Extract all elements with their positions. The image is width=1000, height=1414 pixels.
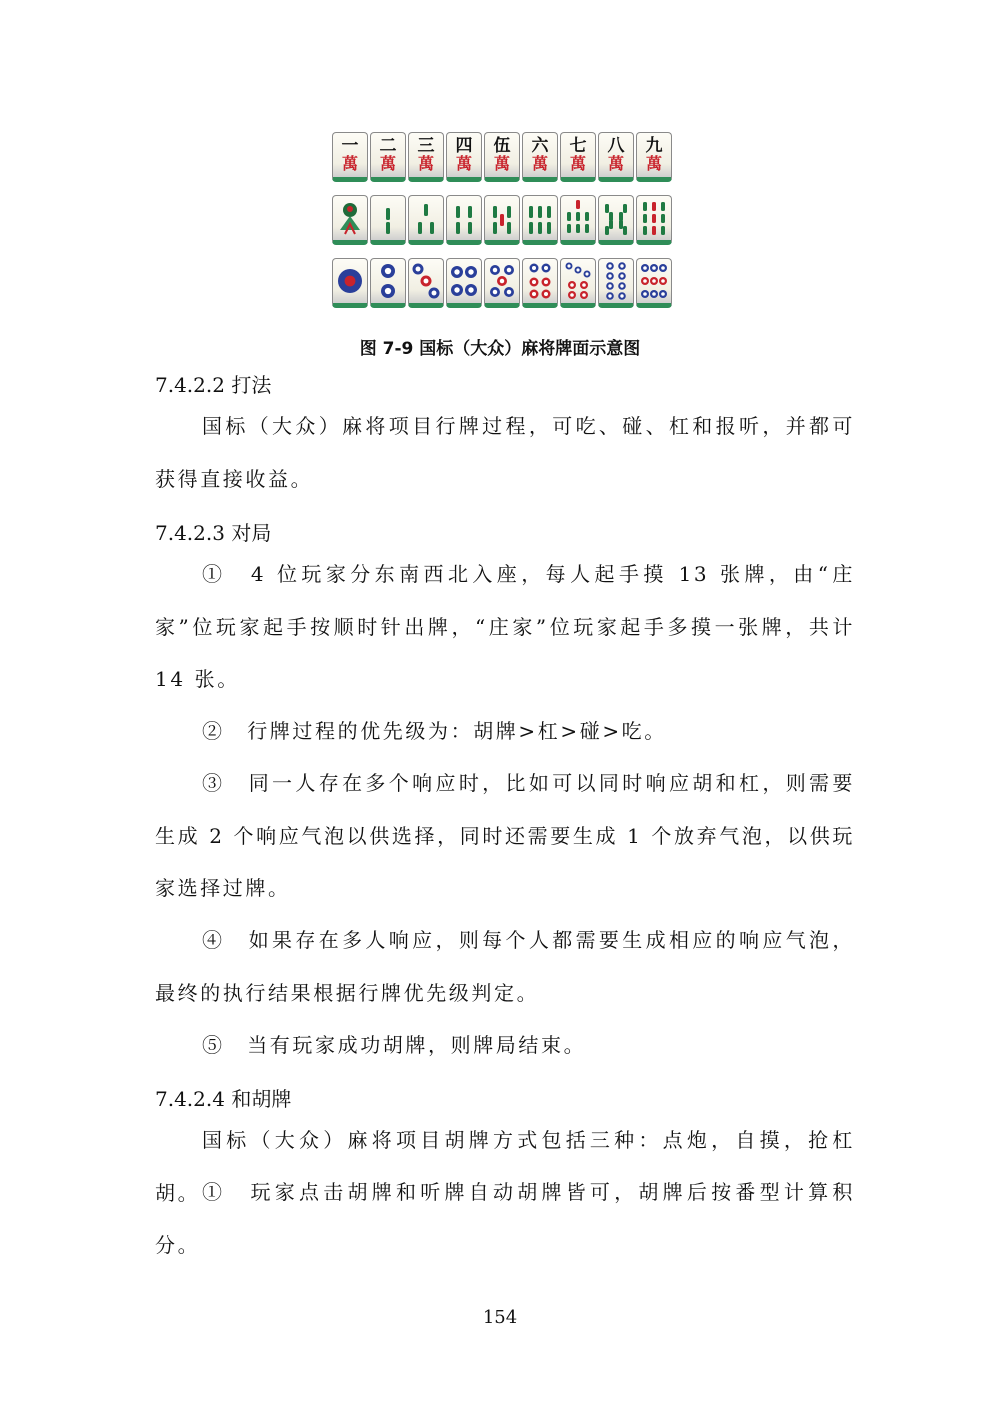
paragraph: 国标（大众）麻将项目胡牌方式包括三种：点炮，自摸，抢杠胡。 (155, 1128, 855, 1205)
dot-tile (332, 258, 368, 308)
character-tile (370, 132, 406, 182)
dot-tile (446, 258, 482, 308)
tile-numeral: 九 (645, 136, 663, 156)
dot-tile (370, 258, 406, 308)
section-heading: 7.4.2.2 打法 (155, 373, 272, 397)
list-item: ② 行牌过程的优先级为：胡牌>杠>碰>吃。 (202, 719, 667, 743)
bamboo-bird-icon (332, 195, 368, 245)
dot-tile (408, 258, 444, 308)
characters-suit-row (332, 132, 672, 184)
bamboo-tile (446, 195, 482, 245)
tile-numeral: 二 (379, 136, 397, 156)
dots-suit-row (332, 258, 672, 310)
dot-tile (636, 258, 672, 308)
character-tile (598, 132, 634, 182)
tile-wan-char: 萬 (379, 154, 396, 173)
tile-numeral: 三 (417, 136, 435, 156)
character-tile (522, 132, 558, 182)
tile-wan-char: 萬 (417, 154, 434, 173)
tile-wan-char: 萬 (569, 154, 586, 173)
bamboo-suit-row (332, 195, 672, 247)
character-tile (636, 132, 672, 182)
tile-numeral: 七 (569, 136, 587, 156)
tile-wan-char: 萬 (341, 154, 358, 173)
bamboo-tile (560, 195, 596, 245)
tile-wan-char: 萬 (493, 154, 510, 173)
bamboo-tile (484, 195, 520, 245)
character-tile (484, 132, 520, 182)
list-item: ① 4 位玩家分东南西北入座，每人起手摸 13 张牌，由“庄家”位玩家起手按顺时针出牌，“庄家”位玩家起手多摸一张牌，共计 14 张。 (155, 562, 855, 691)
tile-wan-char: 萬 (531, 154, 548, 173)
bamboo-tile (370, 195, 406, 245)
list-item: ③ 同一人存在多个响应时，比如可以同时响应胡和杠，则需要生成 2 个响应气泡以供选择，同时还需要生成 1 个放弃气泡，以供玩家选择过牌。 (155, 771, 855, 900)
character-tile (332, 132, 368, 182)
dot-tile (560, 258, 596, 308)
figure-caption: 图 7-9 国标（大众）麻将牌面示意图 (359, 339, 641, 359)
tile-wan-char: 萬 (645, 154, 662, 173)
page-number: 154 (482, 1307, 518, 1328)
tile-wan-char: 萬 (455, 154, 472, 173)
tile-numeral: 八 (607, 136, 625, 156)
tile-numeral: 一 (341, 136, 359, 156)
tile-numeral: 伍 (493, 136, 511, 156)
bamboo-tile (522, 195, 558, 245)
mahjong-tiles-figure (332, 132, 672, 321)
dot-tile (522, 258, 558, 308)
tile-numeral: 六 (531, 136, 549, 156)
character-tile (408, 132, 444, 182)
dot-tile (484, 258, 520, 308)
section-heading: 7.4.2.4 和胡牌 (155, 1087, 292, 1111)
bamboo-tile (408, 195, 444, 245)
tile-wan-char: 萬 (607, 154, 624, 173)
list-item: ④ 如果存在多人响应，则每个人都需要生成相应的响应气泡，最终的执行结果根据行牌优先级判定。 (155, 928, 855, 1005)
character-tile (446, 132, 482, 182)
dot-tile (598, 258, 634, 308)
bamboo-tile (636, 195, 672, 245)
paragraph: 国标（大众）麻将项目行牌过程，可吃、碰、杠和报听，并都可获得直接收益。 (155, 414, 855, 491)
character-tile (560, 132, 596, 182)
section-heading: 7.4.2.3 对局 (155, 521, 272, 545)
tile-numeral: 四 (455, 136, 473, 156)
list-item: ⑤ 当有玩家成功胡牌，则牌局结束。 (202, 1033, 587, 1057)
list-item: ① 玩家点击胡牌和听牌自动胡牌皆可，胡牌后按番型计算积分。 (155, 1180, 855, 1257)
bamboo-tile (598, 195, 634, 245)
